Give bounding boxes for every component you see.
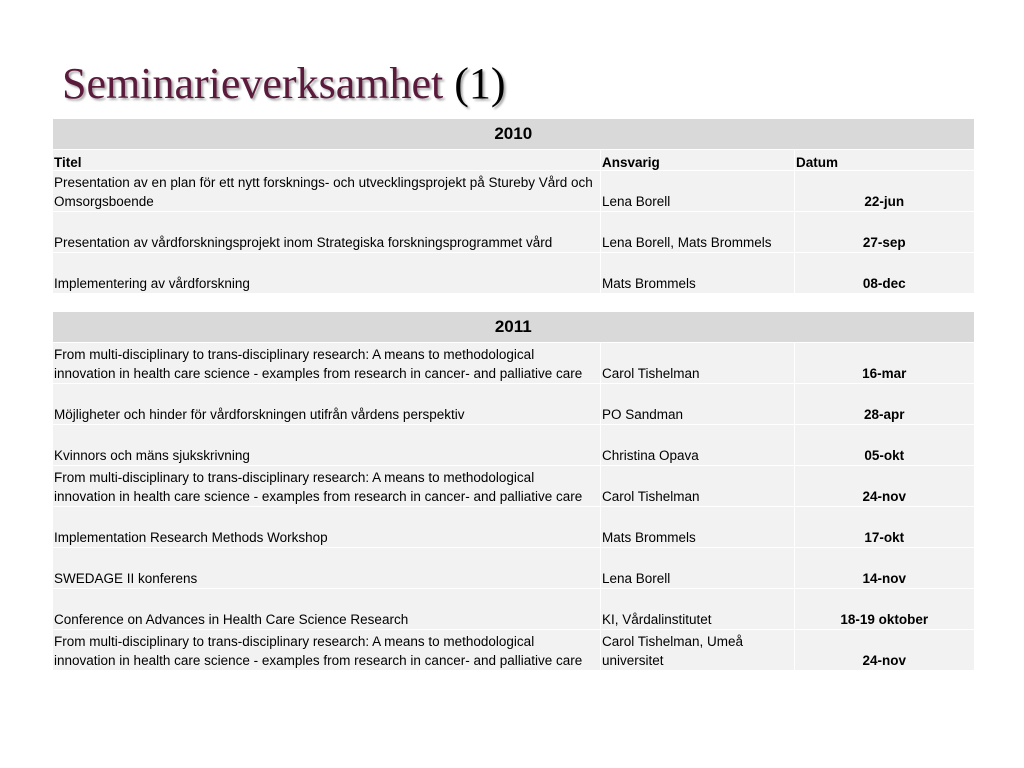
seminar-date: 08-dec xyxy=(795,253,974,294)
seminar-date: 05-okt xyxy=(795,425,974,466)
table-row xyxy=(53,212,974,253)
seminar-title: Implementering av vårdforskning xyxy=(53,253,601,294)
seminar-responsible: Lena Borell xyxy=(601,171,795,212)
column-header-date: Datum xyxy=(795,150,974,171)
seminar-title: From multi-disciplinary to trans-disciplinary research: A means to methodological innovation in health care science - examples from research in cancer- and palliative care xyxy=(53,343,601,384)
seminar-responsible: KI, Vårdalinstitutet xyxy=(601,589,795,630)
seminar-title: Möjligheter och hinder för vårdforskningen utifrån vårdens perspektiv xyxy=(53,384,601,425)
column-header-responsible: Ansvarig xyxy=(601,150,795,171)
seminar-responsible: Lena Borell, Mats Brommels xyxy=(601,212,795,253)
slide-title-main: Seminarieverksamhet xyxy=(62,59,444,108)
table-row xyxy=(53,507,974,548)
seminar-title: From multi-disciplinary to trans-disciplinary research: A means to methodological innovation in health care science - examples from research in cancer- and palliative care xyxy=(53,466,601,507)
table-row xyxy=(53,466,974,507)
seminar-title: Kvinnors och mäns sjukskrivning xyxy=(53,425,601,466)
table-row xyxy=(53,171,974,212)
seminar-date: 24-nov xyxy=(795,466,974,507)
seminar-table-2011 xyxy=(52,312,974,671)
seminar-responsible: PO Sandman xyxy=(601,384,795,425)
seminar-responsible: Christina Opava xyxy=(601,425,795,466)
seminar-date: 24-nov xyxy=(795,630,974,671)
table-row xyxy=(53,630,974,671)
seminar-date: 14-nov xyxy=(795,548,974,589)
seminar-date: 16-mar xyxy=(795,343,974,384)
seminar-date: 22-jun xyxy=(795,171,974,212)
seminar-date: 17-okt xyxy=(795,507,974,548)
seminar-date: 27-sep xyxy=(795,212,974,253)
seminar-title: Implementation Research Methods Workshop xyxy=(53,507,601,548)
table-row xyxy=(53,253,974,294)
year-header-row xyxy=(53,312,974,343)
column-header-row xyxy=(53,150,974,171)
seminar-responsible: Mats Brommels xyxy=(601,253,795,294)
seminar-responsible: Mats Brommels xyxy=(601,507,795,548)
table-row xyxy=(53,589,974,630)
slide-title xyxy=(62,58,506,110)
slide-title-number: (1) xyxy=(454,59,506,108)
table-row xyxy=(53,343,974,384)
seminar-title: SWEDAGE II konferens xyxy=(53,548,601,589)
seminar-title: Conference on Advances in Health Care Science Research xyxy=(53,589,601,630)
seminar-date: 18-19 oktober xyxy=(795,589,974,630)
seminar-title: Presentation av vårdforskningsprojekt inom Strategiska forskningsprogrammet vård xyxy=(53,212,601,253)
year-heading: 2011 xyxy=(53,312,974,343)
column-header-title: Titel xyxy=(53,150,601,171)
seminar-title: From multi-disciplinary to trans-disciplinary research: A means to methodological innovation in health care science - examples from research in cancer- and palliative care xyxy=(53,630,601,671)
seminar-date: 28-apr xyxy=(795,384,974,425)
year-heading: 2010 xyxy=(53,119,974,150)
seminar-responsible: Carol Tishelman xyxy=(601,343,795,384)
seminar-responsible: Lena Borell xyxy=(601,548,795,589)
year-header-row xyxy=(53,119,974,150)
table-row xyxy=(53,548,974,589)
table-row xyxy=(53,384,974,425)
seminar-table-2010 xyxy=(52,119,974,294)
seminar-responsible: Carol Tishelman, Umeå universitet xyxy=(601,630,795,671)
seminar-title: Presentation av en plan för ett nytt forsknings- och utvecklingsprojekt på Stureby Vård och Omsorgsboende xyxy=(53,171,601,212)
table-row xyxy=(53,425,974,466)
seminar-responsible: Carol Tishelman xyxy=(601,466,795,507)
